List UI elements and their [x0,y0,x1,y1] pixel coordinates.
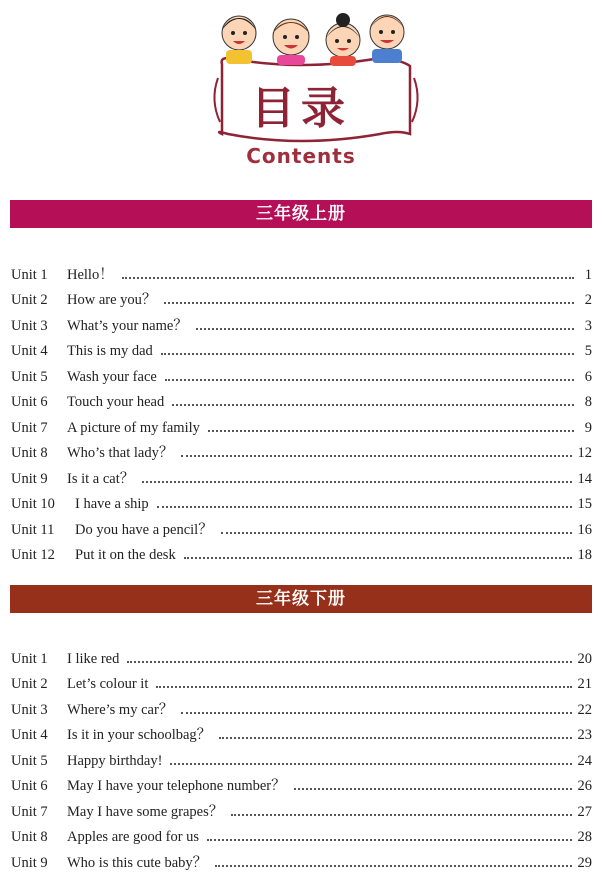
page-number: 27 [577,803,592,820]
page-number: 21 [577,676,592,692]
leader-dots [196,328,574,330]
leader-dots [165,379,574,381]
unit-title: What’s your name？ [67,317,188,334]
page-number: 5 [584,343,592,359]
unit-title: Touch your head [67,394,165,410]
leader-dots [170,763,571,765]
toc-row[interactable] [11,411,592,437]
unit-label: Unit 9 [11,470,48,487]
toc-row[interactable] [11,462,592,488]
unit-title: I like red [67,650,120,667]
leader-dots [184,557,572,559]
toc-row[interactable] [11,437,592,463]
leader-dots [164,302,574,304]
unit-title: Apples are good for us [67,829,200,845]
leader-dots [219,737,571,739]
unit-title: I have a ship [75,496,149,512]
toc-list-lower [11,642,592,872]
unit-label: Unit 1 [11,266,48,283]
toc-row[interactable] [11,693,592,719]
leader-dots [142,481,571,483]
page-number: 14 [577,470,592,487]
toc-row[interactable] [11,309,592,335]
leader-dots [161,353,574,355]
unit-title: May I have your telephone number？ [67,778,286,794]
unit-label: Unit 3 [11,317,48,334]
unit-label: Unit 5 [11,368,48,385]
page-number: 26 [577,778,592,794]
toc-row[interactable] [11,335,592,361]
section-heading-lower: 三年级下册 [10,585,592,613]
page-number: 8 [584,394,592,410]
unit-label: Unit 6 [11,778,48,794]
unit-title: Do you have a pencil？ [75,521,213,538]
page-number: 18 [577,547,592,563]
leader-dots [294,788,572,790]
toc-row[interactable] [11,539,592,565]
toc-row[interactable] [11,719,592,745]
header [0,0,602,190]
leader-dots [172,404,574,406]
toc-row[interactable] [11,360,592,386]
page-number: 22 [577,701,592,718]
toc-row[interactable] [11,744,592,770]
unit-label: Unit 6 [11,394,48,410]
section-heading-upper: 三年级上册 [10,200,592,228]
page-number: 29 [577,854,592,871]
unit-label: Unit 8 [11,445,48,461]
leader-dots [221,532,572,534]
toc-row[interactable] [11,770,592,796]
page-number: 28 [577,829,592,845]
unit-title: Hello！ [67,266,114,283]
toc-row[interactable] [11,846,592,872]
leader-dots [122,277,574,279]
unit-label: Unit 2 [11,676,48,692]
unit-label: Unit 7 [11,419,48,436]
unit-label: Unit 8 [11,829,48,845]
leader-dots [157,506,572,508]
toc-row[interactable] [11,386,592,412]
unit-label: Unit 1 [11,650,48,667]
toc-row[interactable] [11,642,592,668]
toc-row[interactable] [11,795,592,821]
toc-row[interactable] [11,821,592,847]
unit-label: Unit 9 [11,854,48,871]
page-number: 3 [584,317,592,334]
toc-row[interactable] [11,258,592,284]
leader-dots [127,661,571,663]
toc-row[interactable] [11,513,592,539]
page-number: 9 [584,419,592,436]
unit-title: Put it on the desk [75,547,176,563]
page-number: 20 [577,650,592,667]
leader-dots [181,455,571,457]
toc-row[interactable] [11,284,592,310]
page-number: 6 [584,368,592,385]
unit-label: Unit 11 [11,521,55,538]
unit-title: A picture of my family [67,419,200,436]
leader-dots [215,865,571,867]
unit-label: Unit 3 [11,701,48,718]
unit-label: Unit 4 [11,343,48,359]
unit-title: Who’s that lady？ [67,445,174,461]
page-number: 24 [577,752,592,769]
toc-row[interactable] [11,488,592,514]
unit-label: Unit 4 [11,727,48,743]
unit-title: How are you？ [67,292,157,308]
unit-label: Unit 12 [11,547,55,563]
leader-dots [207,839,571,841]
leader-dots [156,686,571,688]
leader-dots [181,712,571,714]
toc-list-upper [11,258,592,564]
leader-dots [231,814,571,816]
unit-label: Unit 7 [11,803,48,820]
unit-title: Happy birthday! [67,752,163,769]
unit-title: Where’s my car？ [67,701,174,718]
unit-label: Unit 10 [11,496,55,512]
unit-title: Wash your face [67,368,157,385]
unit-title: Is it in your schoolbag？ [67,727,212,743]
page-number: 16 [577,521,592,538]
unit-title: Is it a cat？ [67,470,135,487]
unit-label: Unit 5 [11,752,48,769]
page-number: 23 [577,727,592,743]
page-number: 1 [584,266,592,283]
page-title: 目录 [251,83,351,134]
leader-dots [208,430,574,432]
page-number: 15 [577,496,592,512]
unit-label: Unit 2 [11,292,48,308]
page-number: 2 [584,292,592,308]
page-subtitle: Contents [246,144,356,168]
unit-title: This is my dad [67,343,153,359]
unit-title: Who is this cute baby？ [67,854,208,871]
page-number: 12 [577,445,592,461]
toc-row[interactable] [11,668,592,694]
unit-title: Let’s colour it [67,676,149,692]
unit-title: May I have some grapes？ [67,803,224,820]
